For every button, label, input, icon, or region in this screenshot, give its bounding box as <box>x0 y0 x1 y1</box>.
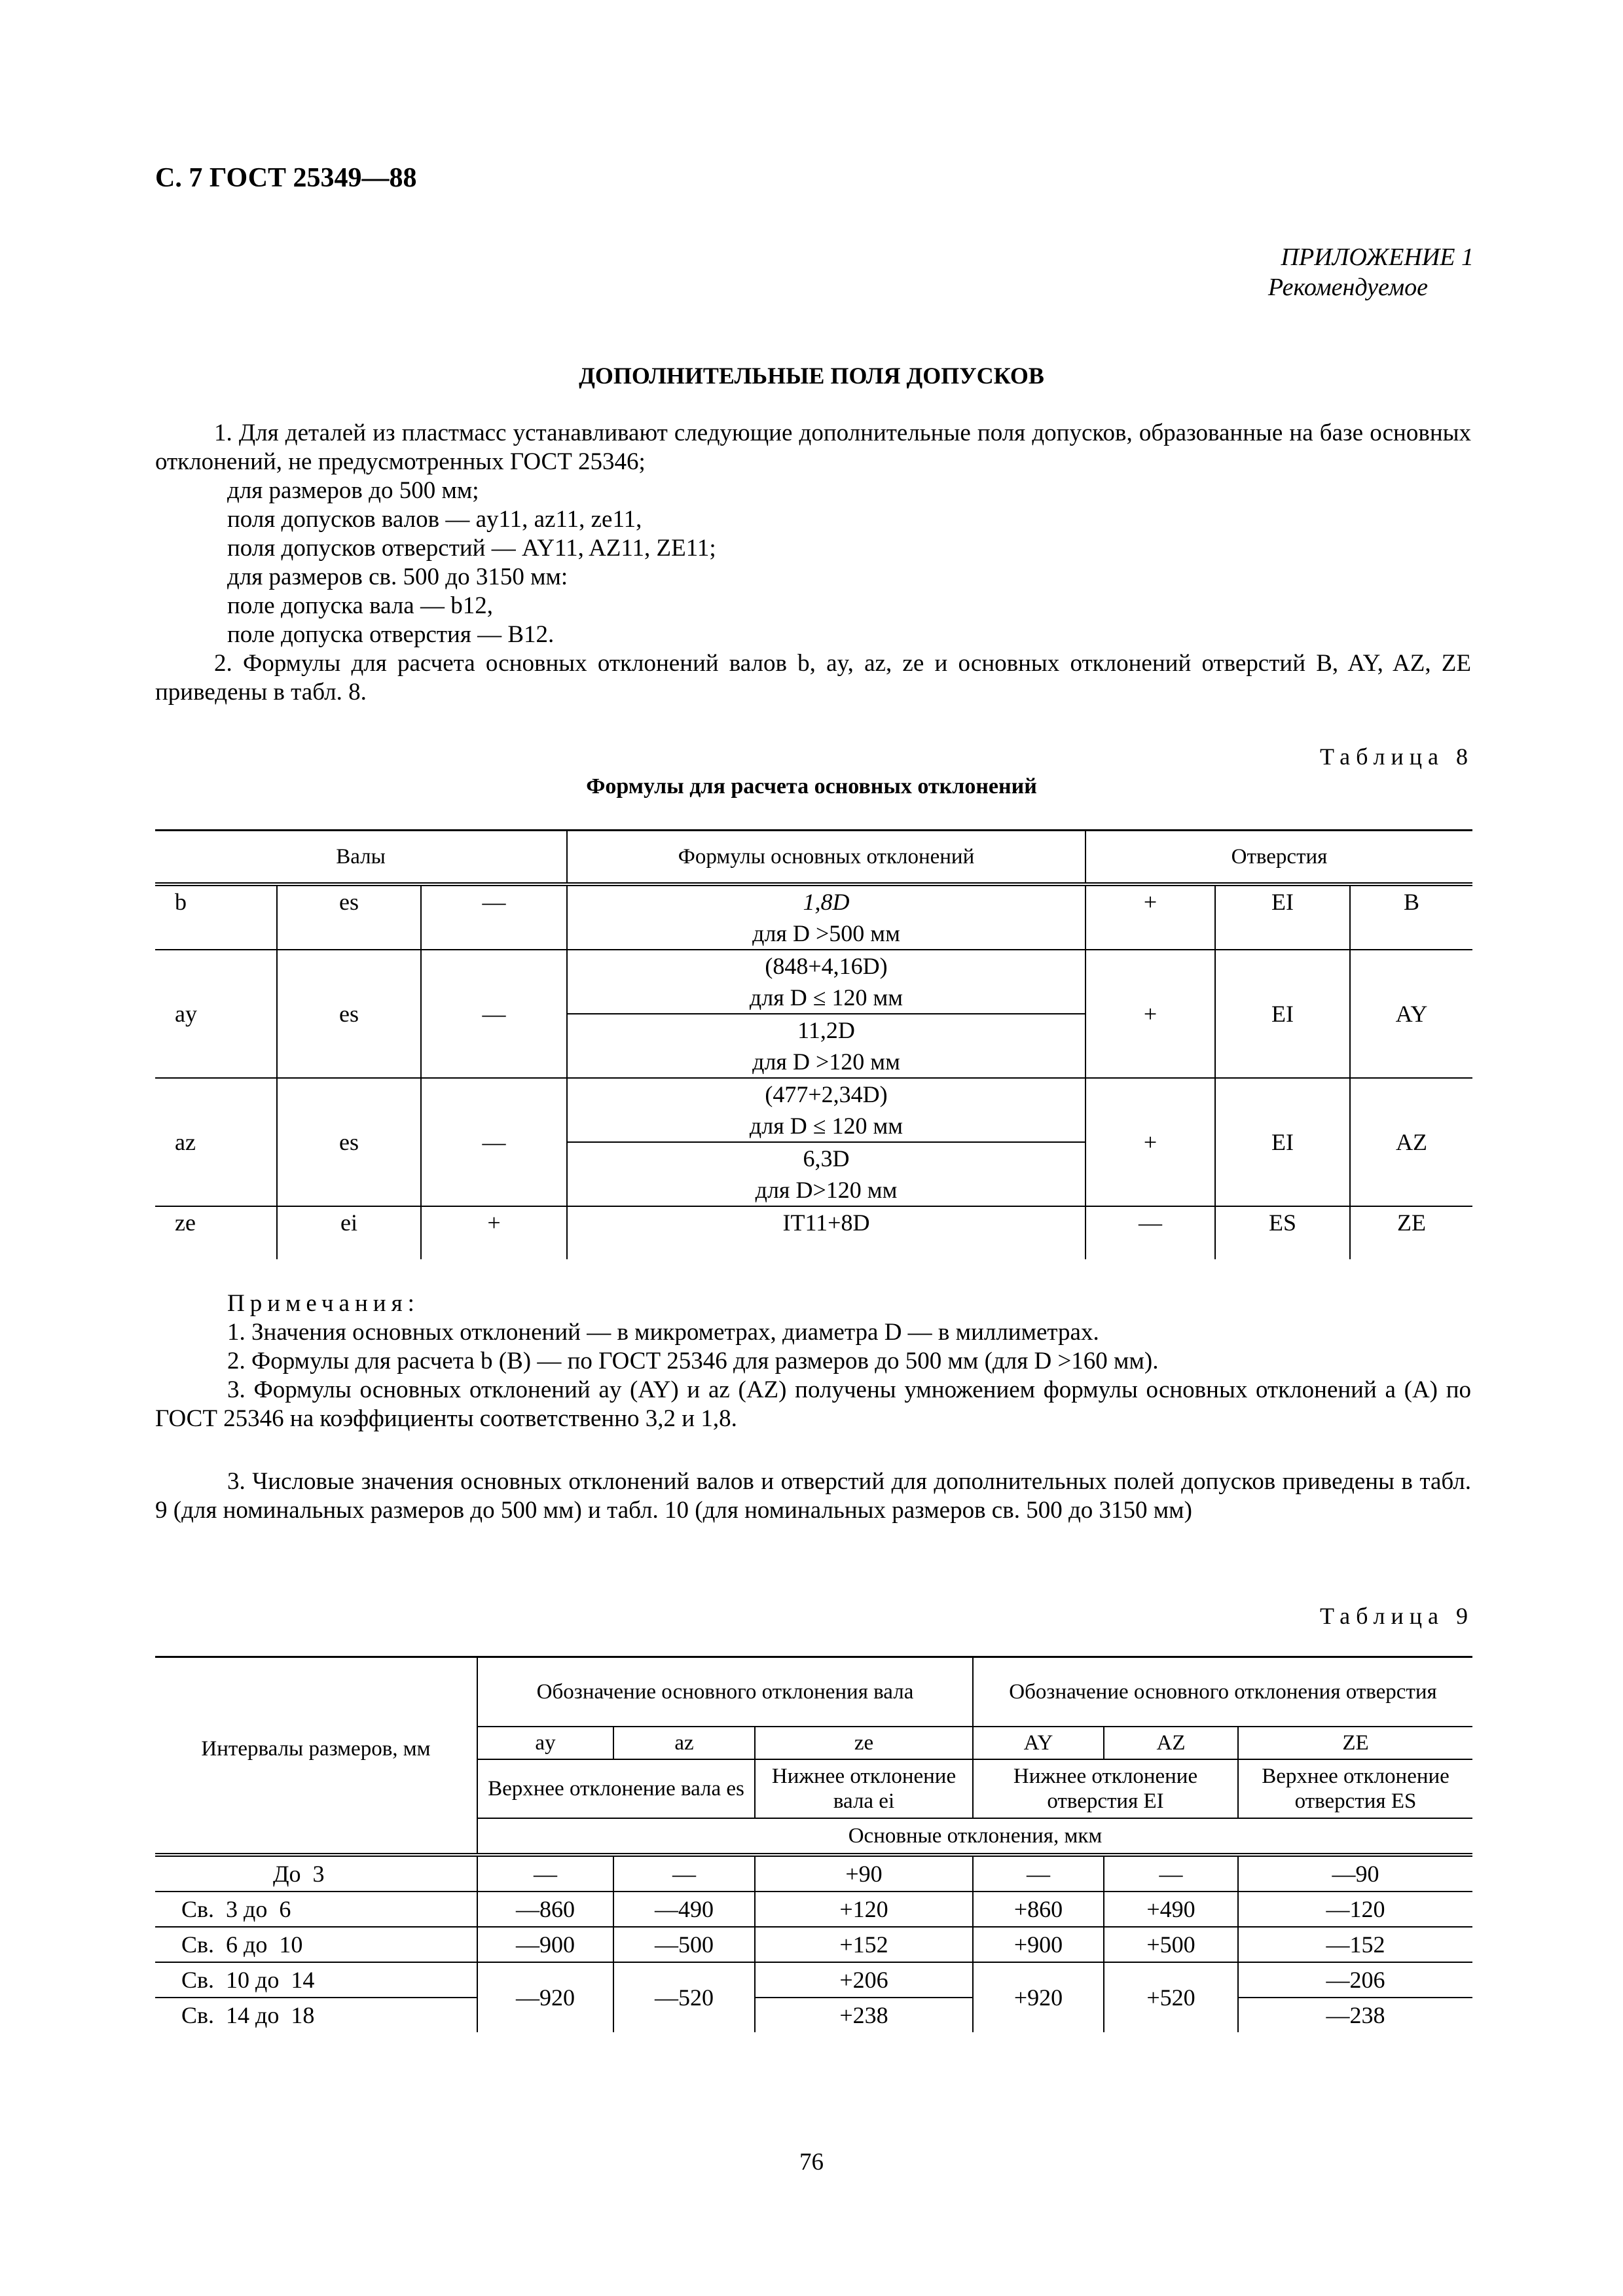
table-8-header-holes: Отверстия <box>1085 831 1472 885</box>
header-shaft-group: Обозначение основного отклонения вала <box>477 1657 973 1727</box>
table-9 <box>155 1656 1472 2032</box>
table-8-caption: Таблица 8 <box>1320 744 1474 770</box>
value-ZE: —90 <box>1238 1855 1472 1892</box>
value-az: —520 <box>613 1962 755 2032</box>
value-ay: —900 <box>477 1927 613 1962</box>
formula-condition: для D >500 мм <box>752 920 900 946</box>
interval: Св. 14 до 18 <box>155 1998 477 2032</box>
hole-deviation: ES <box>1215 1206 1350 1259</box>
code-ZE: ZE <box>1238 1727 1472 1759</box>
formula-condition: для D>120 мм <box>755 1177 898 1203</box>
notes-heading: Примечания: <box>227 1290 420 1317</box>
value-ze: +206 <box>755 1962 973 1998</box>
value-az: —490 <box>613 1892 755 1927</box>
shaft-sign: — <box>421 1078 567 1206</box>
table-row <box>155 1892 1472 1927</box>
interval: До 3 <box>155 1855 477 1892</box>
hole-deviation: EI <box>1215 884 1350 950</box>
value-az: — <box>613 1855 755 1892</box>
table-row <box>155 1998 1472 2032</box>
header-hole-upper: Верхнее отклонение отверстия ES <box>1238 1759 1472 1818</box>
value-AZ: — <box>1104 1855 1238 1892</box>
formula: (477+2,34D) <box>765 1081 888 1107</box>
shaft-sign: — <box>421 950 567 1078</box>
header-shaft-upper: Верхнее отклонение вала es <box>477 1759 755 1818</box>
value-AZ: +490 <box>1104 1892 1238 1927</box>
value-AZ: +500 <box>1104 1927 1238 1962</box>
note-2: 2. Формулы для расчета b (B) — по ГОСТ 25346 для размеров до 500 мм (для D >160 мм). <box>227 1348 1159 1374</box>
table-row <box>155 1206 1472 1259</box>
clause-1-line: поле допуска отверстия — B12. <box>227 621 555 648</box>
value-ze: +120 <box>755 1892 973 1927</box>
table-8-header-shafts: Валы <box>155 831 567 885</box>
header-hole-lower: Нижнее отклонение отверстия EI <box>973 1759 1238 1818</box>
clause-1-list <box>227 476 716 649</box>
table-row <box>155 884 1472 950</box>
formula-condition: для D ≤ 120 мм <box>749 1113 903 1139</box>
value-ZE: —238 <box>1238 1998 1472 2032</box>
formula-condition: для D ≤ 120 мм <box>749 984 903 1011</box>
formula-cell <box>567 884 1085 950</box>
value-ay: —920 <box>477 1962 613 2032</box>
formula: 1,8D <box>803 889 850 915</box>
page-number: 76 <box>799 2149 824 2176</box>
hole-code: AY <box>1350 950 1472 1078</box>
interval: Св. 3 до 6 <box>155 1892 477 1927</box>
value-AY: — <box>973 1855 1104 1892</box>
formula-cell <box>567 950 1085 1014</box>
code-AY: AY <box>973 1727 1104 1759</box>
table-row <box>155 1078 1472 1142</box>
formula: (848+4,16D) <box>765 953 888 979</box>
value-ze: +90 <box>755 1855 973 1892</box>
code-az: az <box>613 1727 755 1759</box>
code-AZ: AZ <box>1104 1727 1238 1759</box>
shaft-code: az <box>155 1078 277 1206</box>
hole-code: B <box>1350 884 1472 950</box>
value-ze: +152 <box>755 1927 973 1962</box>
header-intervals: Интервалы размеров, мм <box>155 1657 477 1856</box>
table-row <box>155 950 1472 1014</box>
clause-1-text: 1. Для деталей из пластмасс устанавливают следующие дополнительные поля допусков, образованные на базе основных отклонений, не предусмотренных ГОСТ 25346; <box>155 420 1471 475</box>
code-ze: ze <box>755 1727 973 1759</box>
shaft-deviation: ei <box>277 1206 421 1259</box>
hole-sign: + <box>1085 1078 1215 1206</box>
shaft-deviation: es <box>277 884 421 950</box>
hole-deviation: EI <box>1215 1078 1350 1206</box>
interval: Св. 6 до 10 <box>155 1927 477 1962</box>
value-ay: — <box>477 1855 613 1892</box>
note-3: 3. Формулы основных отклонений ay (AY) и az (AZ) получены умножением формулы основных отклонений a (A) по ГОСТ 25346 на коэффициенты соответственно 3,2 и 1,8. <box>155 1376 1471 1432</box>
clause-1-line: для размеров св. 500 до 3150 мм: <box>227 564 568 590</box>
section-title: ДОПОЛНИТЕЛЬНЫЕ ПОЛЯ ДОПУСКОВ <box>579 363 1044 389</box>
table-8-title: Формулы для расчета основных отклонений <box>586 774 1037 798</box>
header-hole-group: Обозначение основного отклонения отверстия <box>973 1657 1472 1727</box>
hole-deviation: EI <box>1215 950 1350 1078</box>
table-row <box>155 1855 1472 1892</box>
appendix-label-block <box>1268 242 1474 302</box>
value-AZ: +520 <box>1104 1962 1238 2032</box>
document-header: С. 7 ГОСТ 25349—88 <box>155 163 417 193</box>
value-ze: +238 <box>755 1998 973 2032</box>
header-units: Основные отклонения, мкм <box>477 1818 1472 1855</box>
interval: Св. 10 до 14 <box>155 1962 477 1998</box>
clause-2-text: 2. Формулы для расчета основных отклонений валов b, ay, az, ze и основных отклонений отверстий B, AY, AZ, ZE приведены в табл. 8. <box>155 650 1471 706</box>
table-8 <box>155 829 1472 1259</box>
hole-code: AZ <box>1350 1078 1472 1206</box>
formula-cell <box>567 1078 1085 1142</box>
hole-sign: — <box>1085 1206 1215 1259</box>
hole-code: ZE <box>1350 1206 1472 1259</box>
formula-cell <box>567 1142 1085 1206</box>
hole-sign: + <box>1085 884 1215 950</box>
shaft-deviation: es <box>277 1078 421 1206</box>
clause-1-line: поле допуска вала — b12, <box>227 592 493 619</box>
clause-1-line: поля допусков отверстий — AY11, AZ11, ZE11; <box>227 535 716 562</box>
note-1: 1. Значения основных отклонений — в микрометрах, диаметра D — в миллиметрах. <box>227 1319 1099 1346</box>
formula-condition: для D >120 мм <box>752 1049 900 1075</box>
value-ZE: —206 <box>1238 1962 1472 1998</box>
formula: 6,3D <box>803 1145 850 1172</box>
shaft-deviation: es <box>277 950 421 1078</box>
table-row <box>155 1927 1472 1962</box>
clause-3-text: 3. Числовые значения основных отклонений валов и отверстий для дополнительных полей допусков приведены в табл. 9 (для номинальных размеров до 500 мм) и табл. 10 (для номинальных размеров св. 500 до 3150 мм) <box>155 1468 1471 1524</box>
value-az: —500 <box>613 1927 755 1962</box>
value-ZE: —120 <box>1238 1892 1472 1927</box>
formula: IT11+8D <box>567 1206 1085 1259</box>
table-9-caption: Таблица 9 <box>1320 1603 1474 1629</box>
shaft-code: b <box>155 884 277 950</box>
value-AY: +860 <box>973 1892 1104 1927</box>
formula-cell <box>567 1014 1085 1078</box>
shaft-code: ze <box>155 1206 277 1259</box>
value-ZE: —152 <box>1238 1927 1472 1962</box>
clause-1-line: поля допусков валов — ay11, az11, ze11, <box>227 506 642 533</box>
value-AY: +920 <box>973 1962 1104 2032</box>
value-ay: —860 <box>477 1892 613 1927</box>
hole-sign: + <box>1085 950 1215 1078</box>
value-AY: +900 <box>973 1927 1104 1962</box>
shaft-code: ay <box>155 950 277 1078</box>
formula: 11,2D <box>797 1017 855 1043</box>
header-shaft-lower: Нижнее отклонение вала ei <box>755 1759 973 1818</box>
code-ay: ay <box>477 1727 613 1759</box>
shaft-sign: + <box>421 1206 567 1259</box>
clause-1-line: для размеров до 500 мм; <box>227 477 479 504</box>
appendix-status: Рекомендуемое <box>1267 274 1428 301</box>
table-8-header-formulas: Формулы основных отклонений <box>567 831 1085 885</box>
table-row <box>155 1962 1472 1998</box>
appendix-label: ПРИЛОЖЕНИЕ 1 <box>1281 243 1474 271</box>
shaft-sign: — <box>421 884 567 950</box>
